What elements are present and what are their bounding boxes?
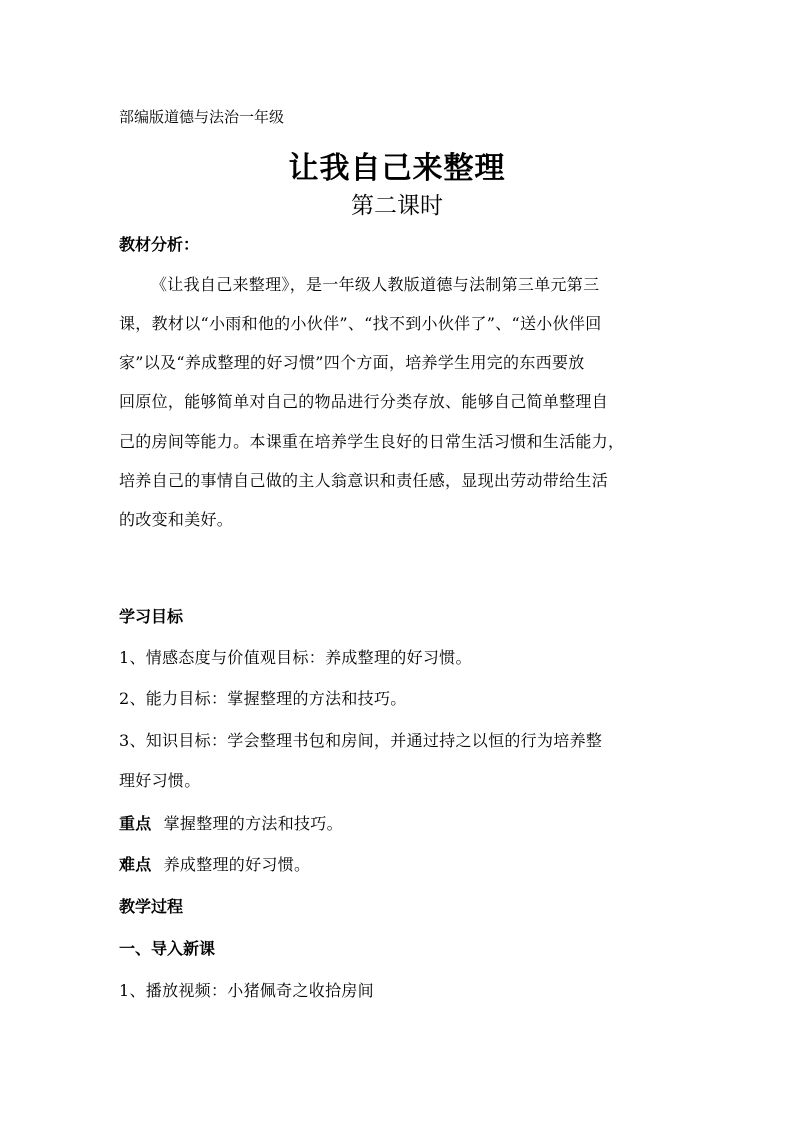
analysis-line: 《让我自己来整理》，是一年级人教版道德与法制第三单元第三 [151, 275, 600, 294]
process-heading: 教学过程 [119, 897, 184, 916]
analysis-line: 家”以及“养成整理的好习惯”四个方面，培养学生用完的东西要放 [119, 353, 585, 372]
page-title: 让我自己来整理 [288, 151, 506, 186]
process-item: 1、播放视频：小猪佩奇之收拾房间 [119, 981, 374, 1000]
objective-item: 3、知识目标：学会整理书包和房间，并通过持之以恒的行为培养整 [119, 731, 603, 750]
series-label: 部编版道德与法治一年级 [119, 108, 285, 126]
key-point [119, 811, 343, 834]
key-point-label: 重点 [119, 814, 152, 833]
analysis-heading: 教材分析： [119, 235, 200, 254]
objective-item: 1、情感态度与价值观目标：养成整理的好习惯。 [119, 648, 472, 667]
analysis-line: 的改变和美好。 [119, 510, 234, 529]
analysis-line: 己的房间等能力。本课重在培养学生良好的日常生活习惯和生活能力， [119, 432, 625, 451]
process-part-heading: 一、导入新课 [119, 939, 216, 958]
objective-item: 理好习惯。 [119, 771, 201, 790]
page-subtitle: 第二课时 [351, 193, 443, 219]
analysis-line: 回原位，能够简单对自己的物品进行分类存放、能够自己简单整理自 [119, 392, 609, 411]
objectives-heading: 学习目标 [119, 607, 184, 626]
analysis-line: 课，教材以“小雨和他的小伙伴”、“找不到小伙伴了”、“送小伙伴回 [119, 314, 602, 333]
difficulty-text: 养成整理的好习惯。 [163, 855, 311, 874]
difficulty-label: 难点 [119, 855, 152, 874]
analysis-line: 培养自己的事情自己做的主人翁意识和责任感，显现出劳动带给生活 [119, 471, 609, 490]
key-point-text: 掌握整理的方法和技巧。 [163, 814, 343, 833]
objective-item: 2、能力目标：掌握整理的方法和技巧。 [119, 689, 407, 708]
difficulty-point [119, 852, 310, 875]
